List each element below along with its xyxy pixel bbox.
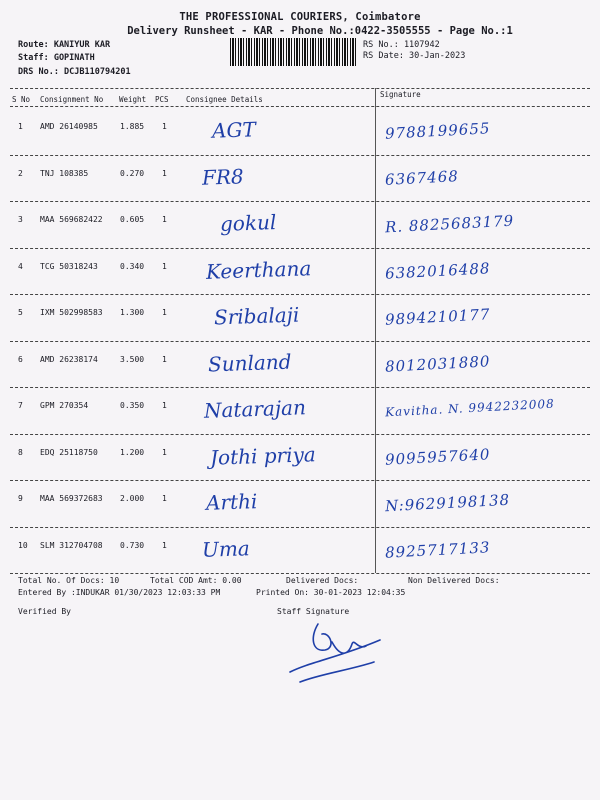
row-signature-handwritten: 8925717133 — [384, 537, 491, 562]
row-weight: 1.885 — [120, 122, 145, 131]
row-weight: 0.605 — [120, 215, 145, 224]
row-pcs: 1 — [162, 494, 167, 503]
row-sno: 8 — [18, 447, 23, 457]
row-weight: 1.300 — [120, 308, 145, 317]
non-delivered-docs: Non Delivered Docs: — [408, 576, 500, 585]
barcode — [230, 38, 358, 66]
rs-date: RS Date: 30-Jan-2023 — [363, 51, 466, 61]
entered-by: Entered By :INDUKAR 01/30/2023 12:03:33 PM — [18, 588, 221, 597]
row-sno: 3 — [18, 215, 23, 224]
row-consignee-handwritten: AGT — [211, 117, 257, 143]
total-cod: Total COD Amt: 0.00 — [150, 576, 242, 585]
row-consignee-handwritten: Uma — [201, 535, 251, 562]
row-signature-handwritten: 6382016488 — [384, 258, 491, 283]
row-consignment-no: AMD 26140985 — [40, 122, 98, 131]
row-signature-handwritten: R. 8825683179 — [384, 211, 515, 237]
row-pcs: 1 — [162, 122, 167, 131]
row-consignee-handwritten: gokul — [219, 210, 277, 236]
staff-signature-scribble — [270, 612, 390, 687]
row-weight: 0.730 — [120, 540, 145, 550]
row-sno: 7 — [18, 401, 23, 410]
col-weight: Weight — [119, 95, 147, 104]
row-separator — [10, 294, 590, 295]
row-separator — [10, 201, 590, 202]
col-sno: S No — [12, 95, 31, 104]
col-pcs: PCS — [155, 95, 169, 104]
row-consignee-handwritten: Keerthana — [205, 255, 312, 284]
row-consignment-no: TNJ 108385 — [40, 168, 89, 178]
row-weight: 3.500 — [120, 354, 145, 364]
row-pcs: 1 — [162, 354, 167, 364]
signature-column-divider — [375, 88, 376, 573]
row-sno: 9 — [18, 494, 23, 503]
staff-label: Staff: GOPINATH — [18, 53, 95, 63]
staff-signature-label: Staff Signature — [277, 607, 350, 616]
row-sno: 10 — [18, 540, 28, 550]
row-weight: 0.270 — [120, 168, 145, 178]
row-consignee-handwritten: FR8 — [201, 163, 245, 190]
row-consignment-no: MAA 569682422 — [40, 215, 103, 224]
row-signature-handwritten: 6367468 — [384, 166, 460, 189]
row-signature-handwritten: 8012031880 — [384, 351, 491, 376]
row-pcs: 1 — [162, 447, 167, 457]
row-sno: 5 — [18, 308, 23, 317]
row-consignee-handwritten: Sribalaji — [213, 302, 300, 330]
route-label: Route: KANIYUR KAR — [18, 40, 111, 50]
row-signature-handwritten: 9788199655 — [384, 119, 491, 143]
row-signature-handwritten: N:9629198138 — [384, 490, 511, 516]
row-consignment-no: SLM 312704708 — [40, 540, 103, 550]
total-docs: Total No. Of Docs: 10 — [18, 576, 120, 585]
row-separator — [10, 387, 590, 388]
row-separator — [10, 527, 590, 528]
row-consignee-handwritten: Arthi — [205, 489, 258, 515]
row-pcs: 1 — [162, 168, 167, 178]
runsheet-title: Delivery Runsheet - KAR - Phone No.:0422-3505555 - Page No.:1 — [127, 25, 513, 37]
row-consignee-handwritten: Jothi priya — [209, 441, 317, 470]
row-consignee-handwritten: Sunland — [207, 349, 292, 376]
row-separator — [10, 248, 590, 249]
row-weight: 1.200 — [120, 447, 145, 457]
col-consignment: Consignment No — [40, 95, 104, 104]
delivered-docs: Delivered Docs: — [286, 576, 359, 585]
verified-by-label: Verified By — [18, 607, 71, 616]
row-signature-handwritten: Kavitha. N. 9942232008 — [384, 396, 556, 420]
row-pcs: 1 — [162, 540, 167, 550]
row-sno: 1 — [18, 122, 23, 131]
row-consignment-no: IXM 502998583 — [40, 308, 103, 317]
row-consignment-no: GPM 270354 — [40, 401, 89, 410]
company-title: THE PROFESSIONAL COURIERS, Coimbatore — [179, 11, 421, 23]
row-consignment-no: TCG 50318243 — [40, 261, 98, 271]
row-separator — [10, 480, 590, 481]
row-separator — [10, 155, 590, 156]
col-signature: Signature — [380, 90, 421, 99]
row-separator — [10, 341, 590, 342]
header-rule-top — [10, 88, 590, 89]
row-pcs: 1 — [162, 308, 167, 317]
row-pcs: 1 — [162, 215, 167, 224]
row-consignment-no: AMD 26238174 — [40, 354, 98, 364]
drs-label: DRS No.: DCJB110794201 — [18, 67, 131, 77]
rs-number: RS No.: 1107942 — [363, 40, 440, 50]
row-sno: 2 — [18, 168, 23, 178]
row-consignee-handwritten: Natarajan — [203, 395, 307, 423]
row-consignment-no: EDQ 25118750 — [40, 447, 98, 457]
row-separator — [10, 573, 590, 574]
col-consignee: Consignee Details — [186, 95, 263, 104]
row-pcs: 1 — [162, 261, 167, 271]
row-sno: 4 — [18, 261, 23, 271]
row-signature-handwritten: 9095957640 — [384, 444, 491, 469]
header-rule-bottom — [10, 106, 590, 107]
row-consignment-no: MAA 569372683 — [40, 494, 103, 503]
printed-on: Printed On: 30-01-2023 12:04:35 — [256, 588, 406, 597]
row-sno: 6 — [18, 354, 23, 364]
row-weight: 0.340 — [120, 261, 145, 271]
row-separator — [10, 434, 590, 435]
row-pcs: 1 — [162, 401, 167, 410]
row-signature-handwritten: 9894210177 — [384, 305, 491, 329]
row-weight: 2.000 — [120, 494, 145, 503]
row-weight: 0.350 — [120, 401, 145, 410]
